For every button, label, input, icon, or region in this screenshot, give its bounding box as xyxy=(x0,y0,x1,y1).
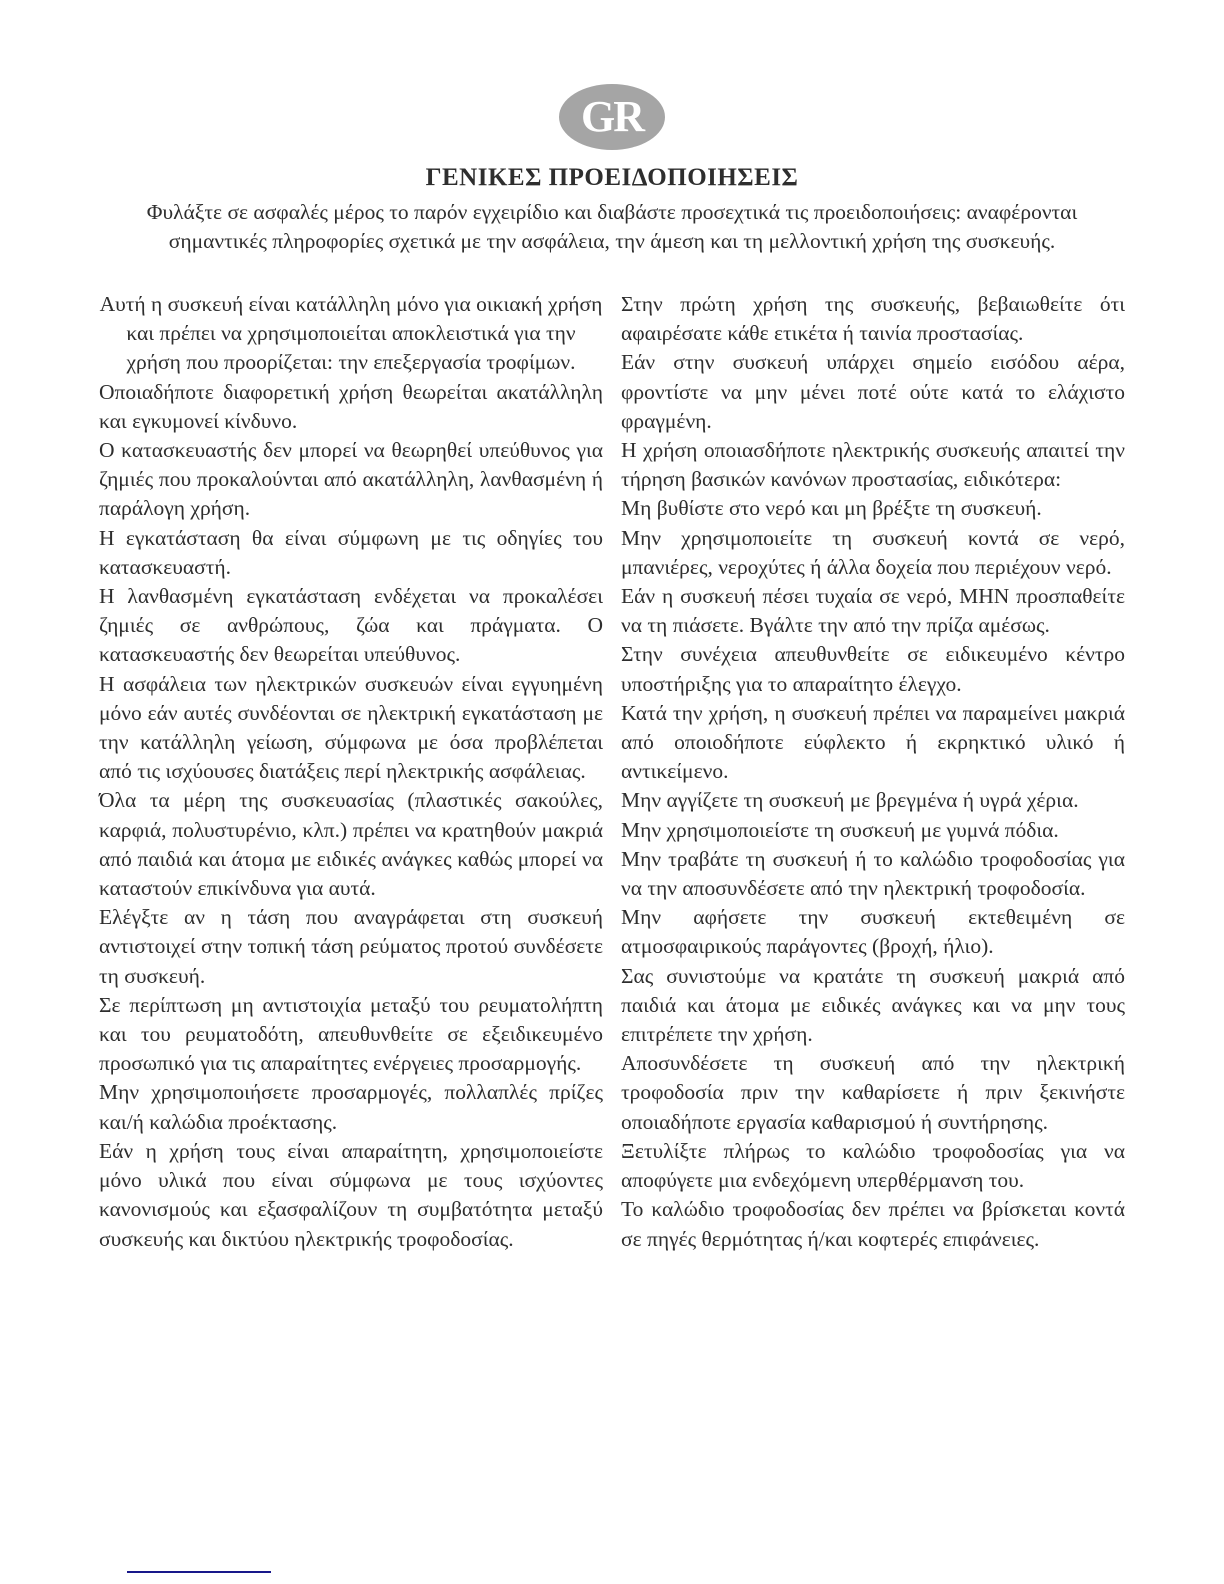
paragraph: Μην αγγίζετε τη συσκευή με βρεγμένα ή υγρά χέρια. xyxy=(621,788,1079,813)
paragraph: Μην χρησιμοποιείτε τη συσκευή κοντά σε νερό, μπανιέρες, νεροχύτες ή άλλα δοχεία που περιέχουν νερό. xyxy=(621,525,1125,579)
gr-language-badge-icon: GR xyxy=(559,84,665,150)
paragraph: Όλα τα μέρη της συσκευασίας (πλαστικές σακούλες, καρφιά, πολυστυρένιο, κλπ.) πρέπει να κρατηθούν μακριά από παιδιά και άτομα με ειδικές ανάγκες καθώς μπορεί να καταστούν επικίνδυνα για αυτά. xyxy=(99,788,603,901)
paragraph: Εάν στην συσκευή υπάρχει σημείο εισόδου αέρα, φροντίστε να μην μένει ποτέ ούτε κατά το ελάχιστο φραγμένη. xyxy=(621,350,1125,433)
paragraph: Εάν η συσκευή πέσει τυχαία σε νερό, ΜΗΝ προσπαθείτε να τη πιάσετε. Βγάλτε την από την πρίζα αμέσως. xyxy=(621,584,1125,638)
paragraph: Το καλώδιο τροφοδοσίας δεν πρέπει να βρίσκεται κοντά σε πηγές θερμότητας ή/και κοφτερές επιφάνειες. xyxy=(621,1197,1125,1251)
intro-paragraph: Φυλάξτε σε ασφαλές μέρος το παρόν εγχειρίδιο και διαβάστε προσεχτικά τις προειδοποιήσεις: αναφέρονται σημαντικές πληροφορίες σχετικά με την ασφάλεια, την άμεση και τη μελλοντική χρήση της συσκευής. xyxy=(146,200,1078,253)
paragraph: Στην συνέχεια απευθυνθείτε σε ειδικευμένο κέντρο υποστήριξης για το απαραίτητο έλεγχο. xyxy=(621,642,1125,696)
paragraph: Μην τραβάτε τη συσκευή ή το καλώδιο τροφοδοσίας για να την αποσυνδέσετε από την ηλεκτρική τροφοδοσία. xyxy=(621,846,1125,901)
paragraph: Στην πρώτη χρήση της συσκευής, βεβαιωθείτε ότι αφαιρέσατε κάθε ετικέτα ή ταινία προστασίας. xyxy=(621,292,1125,346)
paragraph: Ελέγξτε αν η τάση που αναγράφεται στη συσκευή αντιστοιχεί στην τοπική τάση ρεύματος προτού συνδέσετε τη συσκευή. xyxy=(99,905,603,988)
paragraph: Η ασφάλεια των ηλεκτρικών συσκευών είναι εγγυημένη μόνο εάν αυτές συνδέονται σε ηλεκτρική εγκατάσταση με την κατάλληλη γείωση, σύμφωνα με όσα προβλέπεται από τις ισχύουσες διατάξεις περί ηλεκτρικής ασφάλειας. xyxy=(99,671,603,784)
paragraph: Μην χρησιμοποιείστε τη συσκευή με γυμνά πόδια. xyxy=(621,817,1059,842)
paragraph: Εάν η χρήση τους είναι απαραίτητη, χρησιμοποιείστε μόνο υλικά που είναι σύμφωνα με τους ισχύοντες κανονισμούς και εξασφαλίζουν τη συμβατότητα μεταξύ συσκευής και δικτύου ηλεκτρικής τροφοδοσίας. xyxy=(99,1138,603,1251)
paragraph: Ξετυλίξτε πλήρως το καλώδιο τροφοδοσίας για να αποφύγετε μια ενδεχόμενη υπερθέρμανση του. xyxy=(621,1138,1125,1193)
paragraph: Ο κατασκευαστής δεν μπορεί να θεωρηθεί υπεύθυνος για ζημιές που προκαλούνται από ακατάλληλη, λανθασμένη ή παράλογη χρήση. xyxy=(99,438,603,521)
paragraph: Σε περίπτωση μη αντιστοιχία μεταξύ του ρευματολήπτη και του ρευματοδότη, απευθυνθείτε σε εξειδικευμένο προσωπικό για τις απαραίτητες ενέργειες προσαρμογής. xyxy=(99,992,603,1076)
right-column xyxy=(621,290,1125,1254)
paragraph: Μην χρησιμοποιήσετε προσαρμογές, πολλαπλές πρίζες και/ή καλώδια προέκτασης. xyxy=(99,1080,603,1134)
page-header xyxy=(0,0,1224,256)
paragraph: Η εγκατάσταση θα είναι σύμφωνη με τις οδηγίες του κατασκευαστή. xyxy=(99,525,603,579)
paragraph: Οποιαδήποτε διαφορετική χρήση θεωρείται ακατάλληλη και εγκυμονεί κίνδυνο. xyxy=(99,379,603,433)
paragraph: Αποσυνδέσετε τη συσκευή από την ηλεκτρική τροφοδοσία πριν την καθαρίσετε ή πριν ξεκινήστε οποιαδήποτε εργασία καθαρισμού ή συντήρησης. xyxy=(621,1051,1125,1134)
paragraph: Η χρήση οποιασδήποτε ηλεκτρικής συσκευής απαιτεί την τήρηση βασικών κανόνων προστασίας, ειδικότερα: xyxy=(621,438,1125,492)
paragraph: Αυτή η συσκευή είναι κατάλληλη μόνο για οικιακή χρήση και πρέπει να χρησιμοποιείται αποκλειστικά για την χρήση που προορίζεται: την επεξεργασία τροφίμων. xyxy=(99,292,603,375)
paragraph: Μη βυθίστε στο νερό και μη βρέξτε τη συσκευή. xyxy=(621,496,1042,521)
paragraph: Μην αφήσετε την συσκευή εκτεθειμένη σε ατμοσφαιρικούς παράγοντες (βροχή, ήλιο). xyxy=(621,905,1125,959)
two-column-body xyxy=(0,290,1224,1254)
page-title: ΓΕΝΙΚΕΣ ΠΡΟΕΙΔΟΠΟΙΗΣΕΙΣ xyxy=(425,164,799,191)
paragraph: Κατά την χρήση, η συσκευή πρέπει να παραμείνει μακριά από οποιοδήποτε εύφλεκτο ή εκρηκτικό υλικό ή αντικείμενο. xyxy=(621,700,1125,784)
footer-divider xyxy=(127,1571,271,1573)
paragraph: Σας συνιστούμε να κρατάτε τη συσκευή μακριά από παιδιά και άτομα με ειδικές ανάγκες και να μην τους επιτρέπετε την χρήση. xyxy=(621,963,1125,1047)
paragraph: Η λανθασμένη εγκατάσταση ενδέχεται να προκαλέσει ζημιές σε ανθρώπους, ζώα και πράγματα. Ο κατασκευαστής δεν θεωρείται υπεύθυνος. xyxy=(99,584,603,667)
left-column xyxy=(99,290,603,1254)
